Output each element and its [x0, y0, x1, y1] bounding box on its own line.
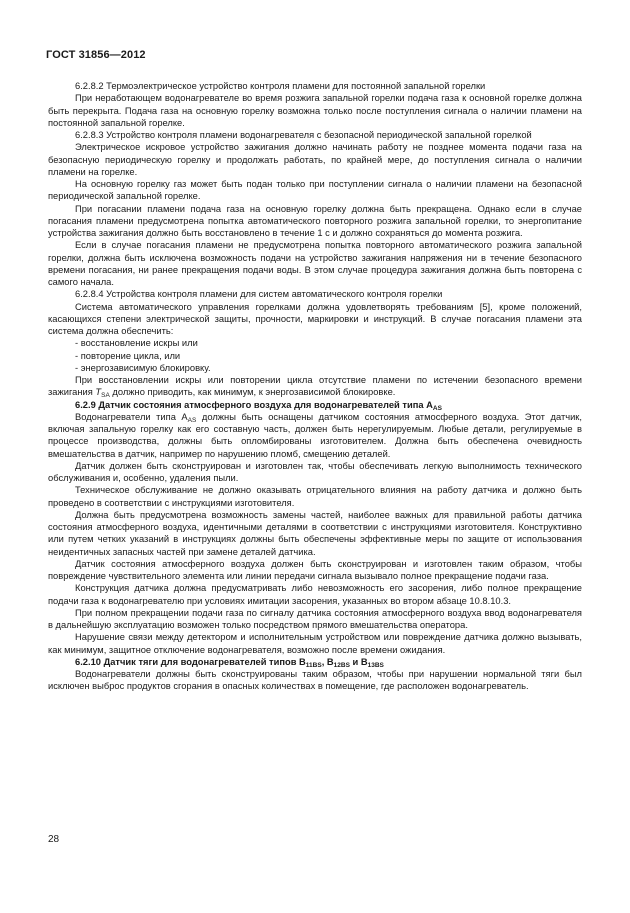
- paragraph: На основную горелку газ может быть подан только при поступлении сигнала о наличии пламени на безопасной периодической запальной горелке.: [48, 179, 582, 202]
- paragraph: Техническое обслуживание не должно оказывать отрицательного влияния на работу датчика и должно быть проведено в соответствии с инструкциями изготовителя.: [48, 485, 582, 508]
- text-run: должно приводить, как минимум, к энергозависимой блокировке.: [112, 387, 396, 398]
- paragraph: Конструкция датчика должна предусматривать либо невозможность его засорения, либо полное прекращение подачи газа к водонагревателю при условиях имитации засорения, указанных во втором абзаце 10.8.10.3.: [48, 583, 582, 606]
- heading-text: и B: [349, 656, 368, 667]
- list-item: - повторение цикла, или: [75, 350, 181, 361]
- subscript: SA: [101, 392, 110, 400]
- paragraph: Электрическое искровое устройство зажигания должно начинать работу не позднее момента подачи газа на безопасную периодическую горелку и продолжать работать, по крайней мере, до поступления сигнала о наличии пламени на горелке.: [48, 142, 582, 177]
- page-header: ГОСТ 31856—2012: [46, 49, 146, 61]
- paragraph: При неработающем водонагревателе во время розжига запальной горелки подача газа к основной горелке должна быть перекрыта. Подача газа на основную горелку возможна только после поступления сигнала о наличии пламени на постоянной запальной горелке.: [48, 93, 582, 128]
- paragraph: Должна быть предусмотрена возможность замены частей, наиболее важных для правильной работы датчика состояния атмосферного воздуха, идентичными деталями в соответствии с инструкциями изготовителя. Конструктивно или путем четких указаний в инструкциях должны быть обеспечены эффективные меры по защите от использования неидентичных запасных частей при замене деталей датчика.: [48, 509, 582, 557]
- text-run: Водонагреватели типа A: [75, 411, 188, 422]
- paragraph: Датчик состояния атмосферного воздуха должен быть сконструирован и изготовлен таким образом, чтобы повреждение чувствительного элемента или линии передачи сигнала вызывало полное прекращение подачи газа.: [48, 558, 582, 581]
- subsection-6-2-8-3-heading: 6.2.8.3 Устройство контроля пламени водонагревателя с безопасной периодической запальной горелкой: [75, 130, 532, 140]
- subscript: 12BS: [333, 661, 350, 669]
- page-number: 28: [48, 834, 60, 845]
- text-run: При восстановлении искры или повторении цикла отсутствие пламени по истечении безопасного времени зажигания: [48, 375, 582, 398]
- text-run: должны быть оснащены датчиком состояния атмосферного воздуха. Этот датчик, включая запальную горелку как его составную часть, должен быть нерегулируемым. Любые детали, регулируемые в процессе производства, должны быть опломбированы изготовителем. Должна быть обеспечена очевидность вмешательства в датчик, например по нарушению пломб, смещению деталей.: [48, 411, 582, 459]
- list-item: - энергозависимую блокировку.: [75, 362, 211, 373]
- paragraph: При полном прекращении подачи газа по сигналу датчика состояния атмосферного воздуха ввод водонагревателя в дальнейшую эксплуатацию возможен только посредством прямого вмешательства оператора.: [48, 607, 582, 630]
- subsection-6-2-8-4-heading: 6.2.8.4 Устройства контроля пламени для систем автоматического контроля горелки: [75, 289, 443, 300]
- heading-text: , B: [321, 656, 334, 667]
- heading-text: 6.2.9 Датчик состояния атмосферного воздуха для водонагревателей типа A: [75, 399, 433, 410]
- section-6-2-9-heading: [48, 399, 582, 411]
- paragraph: [48, 411, 582, 460]
- subsection-6-2-8-2-heading: 6.2.8.2 Термоэлектрическое устройство контроля пламени для постоянной запальной горелки: [75, 81, 486, 91]
- heading-text: 6.2.10 Датчик тяги для водонагревателей типов B: [75, 656, 306, 667]
- subscript: AS: [432, 404, 442, 412]
- section-6-2-10-heading: [48, 656, 582, 668]
- subscript: 11BS: [305, 661, 322, 669]
- document-body: [48, 80, 582, 693]
- paragraph: Если в случае погасания пламени не предусмотрена попытка повторного автоматического розжига запальной горелки, должна быть исключена возможность подачи на устройство зажигания напряжения ни в течение безопасного времени погасания, ни ранее прекращения подачи воды. В этом случае процедура зажигания должна быть повторена с самого начала.: [48, 240, 582, 287]
- paragraph: Нарушение связи между детектором и исполнительным устройством или повреждение датчика должно вызывать, как минимум, защитное отключение водонагревателя, возможно после времени ожидания.: [48, 632, 582, 655]
- paragraph: При погасании пламени подача газа на основную горелку должна быть прекращена. Однако если в случае погасания пламени предусмотрена попытка автоматического повторного розжига запальной горелки, то энергопитание устройства зажигания должно быть восстановлено в течение 1 с и должно сохраняться до момента розжига.: [48, 203, 582, 238]
- subscript: 13BS: [367, 661, 384, 669]
- subscript: AS: [187, 416, 197, 424]
- paragraph: Водонагреватели должны быть сконструированы таким образом, чтобы при нарушении нормальной тяги был исключен выброс продуктов сгорания в опасных количествах в помещение, где расположен водонагреватель.: [48, 669, 582, 692]
- paragraph: [48, 374, 582, 399]
- list-item: - восстановление искры или: [75, 338, 198, 349]
- symbol: T: [95, 387, 102, 398]
- paragraph: Система автоматического управления горелками должна удовлетворять требованиям [5], кроме положений, касающихся степени электрической защиты, прочности, маркировки и инструкций. В случае погасания пламени эта система должна обеспечить:: [48, 301, 582, 336]
- paragraph: Датчик должен быть сконструирован и изготовлен так, чтобы обеспечивать легкую выполнимость технического обслуживания и, особенно, удаления пыли.: [48, 460, 582, 483]
